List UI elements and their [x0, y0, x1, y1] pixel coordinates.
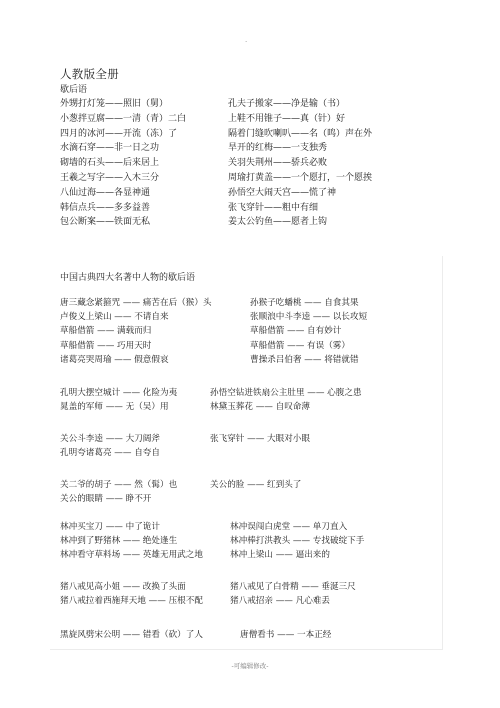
footer-note: -可编辑修改-: [231, 662, 269, 670]
idiom-row: [60, 310, 450, 324]
idiom-entry: 姜太公钓鱼——愿者上钩: [228, 217, 328, 228]
idiom-list: [60, 97, 440, 230]
idiom-entry: 猪八戒招亲 —— 凡心难丢: [230, 596, 330, 607]
idiom-group: [60, 628, 450, 642]
idiom-row: [60, 339, 450, 353]
idiom-row: [60, 171, 440, 186]
idiom-group: [60, 296, 450, 367]
idiom-row: [60, 594, 450, 608]
idiom-row: [60, 324, 450, 338]
idiom-row: [60, 112, 440, 127]
idiom-entry: 林黛玉葬花 —— 自叹命薄: [210, 402, 310, 413]
idiom-entry: 猪八戒见高小姐 —— 改换了头面: [60, 582, 186, 592]
idiom-entry: 孔明大摆空城计 —— 化险为夷: [60, 388, 178, 398]
idiom-row: [60, 548, 450, 562]
idiom-entry: 外甥打灯笼——照旧（舅）: [60, 99, 169, 109]
idiom-entry: 关公的脸 —— 红到头了: [210, 480, 302, 490]
idiom-entry: 孔明夸诸葛亮 —— 自夸自: [60, 448, 160, 459]
idiom-entry: 林冲棒打洪教头 —— 专找破绽下手: [230, 536, 365, 547]
idiom-entry: 关公的眼睛 —— 睁不开: [60, 494, 152, 505]
idiom-entry: 孙悟空大闹天宫——慌了神: [228, 187, 337, 198]
idiom-entry: 张飞穿针——粗中有细: [228, 202, 319, 213]
top-mark: .: [245, 36, 248, 44]
idiom-entry: 小葱拌豆腐——一清（青）二白: [60, 113, 187, 124]
idiom-entry: 曹操杀吕伯奢 —— 将错就错: [250, 354, 359, 365]
idiom-entry: 砌墙的石头——后来居上: [60, 158, 160, 169]
idiom-entry: 林冲买宝刀 —— 中了诡计: [60, 522, 160, 532]
idiom-entry: 关公斗李逵 —— 大刀阔斧: [60, 434, 160, 444]
idiom-entry: 晁盖的军师 —— 无（吴）用: [60, 402, 169, 413]
idiom-entry: 草船借箭 —— 自有妙计: [250, 326, 342, 337]
idiom-entry: 唐三藏念紧箍咒 —— 痛苦在后（猴）头: [60, 298, 212, 308]
idiom-row: [60, 156, 440, 171]
idiom-row: [60, 201, 440, 216]
idiom-entry: 唐僧看书 —— 一本正经: [240, 630, 332, 640]
idiom-row: [60, 386, 450, 400]
idiom-entry: 林冲看守草料场 —— 英雄无用武之地: [60, 550, 203, 561]
idiom-row: [60, 215, 440, 230]
idiom-row: [60, 492, 450, 506]
idiom-row: [60, 141, 440, 156]
idiom-row: [60, 400, 450, 414]
idiom-entry: 草船借箭 —— 巧用天时: [60, 340, 152, 351]
idiom-entry: 水滴石穿——非一日之功: [60, 143, 160, 154]
idiom-group: [60, 432, 450, 460]
idiom-row: [60, 580, 450, 594]
idiom-entry: 孙悟空钻进铁扇公主肚里 —— 心腹之患: [210, 388, 362, 398]
idiom-row: [60, 432, 450, 446]
idiom-entry: 包公断案——铁面无私: [60, 217, 151, 228]
idiom-entry: 诸葛亮哭周瑜 —— 假意假哀: [60, 354, 169, 365]
idiom-row: [60, 478, 450, 492]
idiom-entry: 四月的冰河——开流（冻）了: [60, 128, 178, 139]
idiom-entry: 旱开的红梅——一支独秀: [228, 143, 328, 154]
idiom-entry: 孙猴子吃蟠桃 —— 自食其果: [250, 298, 359, 308]
idiom-entry: 八仙过海——各显神通: [60, 187, 151, 198]
idiom-entry: 林冲误闯白虎堂 —— 单刀直入: [230, 522, 348, 532]
page-title: 人教版全册: [60, 67, 119, 81]
idiom-entry: 关羽失荆州——骄兵必败: [228, 158, 328, 169]
idiom-entry: 黑旋风劈宋公明 —— 错看（砍）了人: [60, 630, 203, 640]
idiom-group: [60, 580, 450, 608]
idiom-entry: 猪八戒见了白骨精 —— 垂涎三尺: [230, 582, 356, 592]
idiom-row: [60, 446, 450, 460]
idiom-entry: 草船借箭 —— 满载而归: [60, 326, 152, 337]
section-heading-idioms: 歇后语: [60, 85, 88, 95]
section-heading-classics: 中国古典四大名著中人物的歇后语: [60, 273, 196, 283]
idiom-row: [60, 534, 450, 548]
idiom-entry: 孔夫子搬家——净是输（书）: [228, 99, 346, 109]
idiom-row: [60, 520, 450, 534]
idiom-entry: 草船借箭 —— 有误（雾）: [250, 340, 350, 351]
idiom-entry: 张飞穿针 —— 大眼对小眼: [210, 434, 310, 444]
idiom-row: [60, 628, 450, 642]
idiom-row: [60, 97, 440, 112]
idiom-row: [60, 127, 440, 142]
idiom-entry: 猪八戒拉着西施拜天地 —— 压根不配: [60, 596, 203, 607]
idiom-entry: 王羲之写字——入木三分: [60, 172, 160, 183]
idiom-entry: 关二爷的胡子 —— 然（髯）也: [60, 480, 178, 490]
idiom-group: [60, 478, 450, 506]
idiom-group: [60, 386, 450, 414]
idiom-entry: 张顺浪中斗李逵 —— 以长攻短: [250, 312, 368, 323]
idiom-entry: 隔着门缝吹喇叭——名（鸣）声在外: [228, 128, 373, 139]
idiom-entry: 林冲到了野猪林 —— 绝处逢生: [60, 536, 178, 547]
idiom-entry: 上鞋不用锥子——真（针）好: [228, 113, 346, 124]
idiom-entry: 韩信点兵——多多益善: [60, 202, 151, 213]
idiom-group: [60, 520, 450, 563]
idiom-row: [60, 353, 450, 367]
idiom-entry: 周瑜打黄盖——一个愿打，一个愿挨: [228, 172, 373, 183]
idiom-entry: 卢俊义上梁山 —— 不请自来: [60, 312, 169, 323]
idiom-entry: 林冲上梁山 —— 逼出来的: [230, 550, 330, 561]
idiom-row: [60, 296, 450, 310]
idiom-row: [60, 186, 440, 201]
